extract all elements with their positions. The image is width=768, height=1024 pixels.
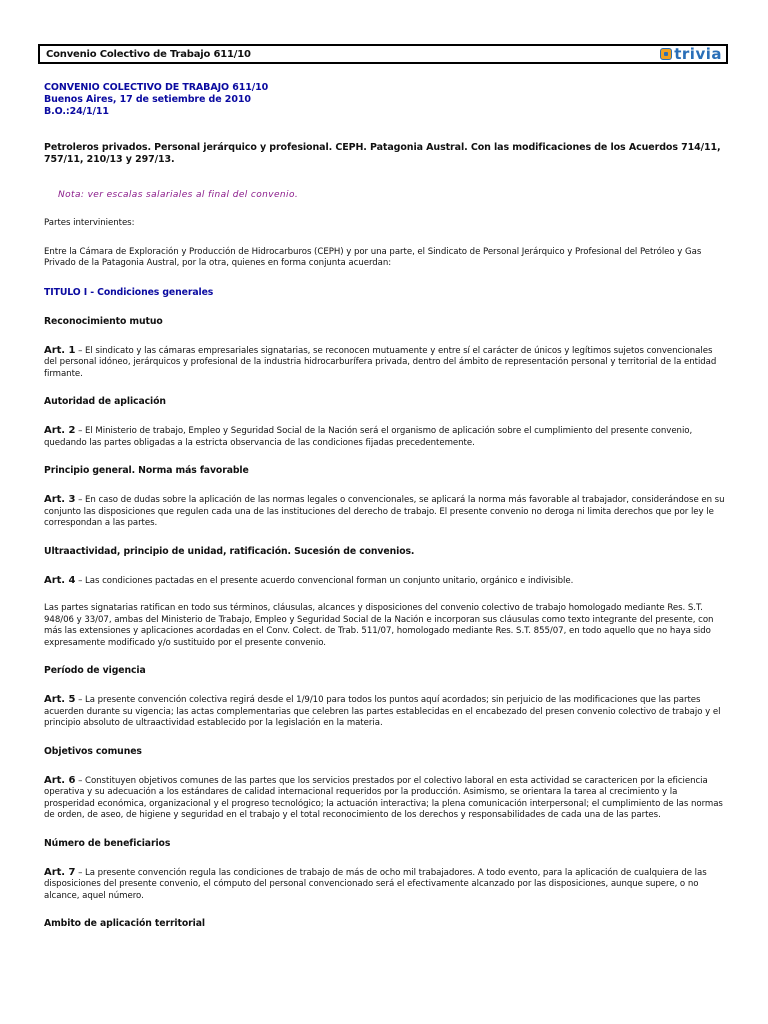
article-number: Art. 7 [44, 866, 76, 878]
trivia-logo-icon [660, 48, 672, 60]
section-heading: Objetivos comunes [44, 745, 142, 757]
article-number: Art. 3 [44, 494, 76, 505]
section-heading: Ambito de aplicación territorial [44, 918, 205, 929]
document-heading-block [44, 82, 728, 118]
article-4 [44, 575, 728, 588]
article-2 [44, 425, 728, 449]
document-heading: CONVENIO COLECTIVO DE TRABAJO 611/10 [44, 82, 269, 93]
article-text: – El Ministerio de trabajo, Empleo y Seguridad Social de la Nación será el organismo de aplicación sobre el cumplimiento del presente convenio, quedando las partes obligadas a la estricta observancia de las condiciones fijadas precedentemente. [44, 426, 693, 448]
section-heading: Reconocimiento mutuo [44, 315, 163, 327]
article-3 [44, 494, 728, 530]
salary-note: Nota: ver escalas salariales al final del convenio. [58, 190, 299, 200]
section-heading: Principio general. Norma más favorable [44, 465, 249, 476]
article-1 [44, 345, 728, 381]
titulo-heading: TITULO I - Condiciones generales [44, 286, 214, 298]
document-place-date: Buenos Aires, 17 de setiembre de 2010 [44, 94, 251, 105]
document-bo: B.O.:24/1/11 [44, 106, 109, 117]
article-number: Art. 2 [44, 425, 76, 436]
article-number: Art. 1 [44, 344, 76, 356]
article-text: – Las condiciones pactadas en el presente acuerdo convencional forman un conjunto unitario, orgánico e indivisible. [75, 575, 574, 586]
partes-label: Partes intervinientes: [44, 218, 135, 228]
article-text: – La presente convención regula las condiciones de trabajo de más de ocho mil trabajadores. A todo evento, para la aplicación de cualquiera de las disposiciones del presente convenio, el cómputo del personal convencionado será el efectivamente alcanzado por las disposiciones, aunque supere, o no alcance, aquel número. [44, 867, 707, 901]
article-text: – El sindicato y las cámaras empresariales signatarias, se reconocen mutuamente y entre sí el carácter de únicos y legítimos sujetos convencionales del personal idóneo, jerárquicos y profesional de la industria hidrocarburífera privada, dentro del ámbito de representación personal y territorial de la entidad firmante. [44, 345, 717, 379]
document-body [44, 82, 728, 930]
article-number: Art. 6 [44, 774, 76, 786]
section-heading: Autoridad de aplicación [44, 396, 166, 407]
document-summary: Petroleros privados. Personal jerárquico y profesional. CEPH. Patagonia Austral. Con las modificaciones de los Acuerdos 714/11, 757/11, 210/13 y 297/13. [44, 142, 721, 165]
article-4-extra: Las partes signatarias ratifican en todo sus términos, cláusulas, alcances y disposiciones del convenio colectivo de trabajo homologado mediante Res. S.T. 948/06 y 33/07, ambas del Ministerio de Trabajo, Empleo y Seguridad Social de la Nación e incorporan sus cláusulas como texto integrante del presente, con más las extensiones y aplicaciones acordadas en el Conv. Colect. de Trab. 511/07, homologado mediante Res. S.T. 855/07, en todo aquello que no haya sido expresamente modificado y/o sustituido por el presente convenio. [44, 603, 714, 648]
document-header-bar [38, 44, 728, 64]
partes-text: Entre la Cámara de Exploración y Producción de Hidrocarburos (CEPH) y por una parte, el Sindicato de Personal Jerárquico y Profesional del Petróleo y Gas Privado de la Patagonia Austral, por la otra, quienes en forma conjunta acuerdan: [44, 246, 702, 268]
article-text: – La presente convención colectiva regirá desde el 1/9/10 para todos los puntos aquí acordados; sin perjuicio de las modificaciones que las partes acuerden durante su vigencia; las actas complementarias que celebren las partes establecidas en el encabezado del presen convenio colectivo de trabajo y el principio absoluto de ultraactividad establecido por la legislación en la materia. [44, 695, 721, 728]
header-title: Convenio Colectivo de Trabajo 611/10 [46, 48, 251, 60]
section-heading: Número de beneficiarios [44, 837, 171, 849]
section-heading: Período de vigencia [44, 665, 146, 676]
article-text: – Constituyen objetivos comunes de las partes que los servicios prestados por el colectivo laboral en esta actividad se caractericen por la eficiencia operativa y su adecuación a los estándares de calidad internacional requeridos por la producción. Asimismo, se orientara la tarea al crecimiento y la prosperidad económica, organizacional y el progreso tecnológico; la actuación interactiva; la plena comunicación interpersonal; el cumplimiento de las normas de orden, de aseo, de higiene y seguridad en el trabajo y el total reconocimiento de los derechos y responsabilidades de cada una de las partes. [44, 775, 723, 820]
article-number: Art. 5 [44, 694, 76, 705]
trivia-logo-text: trivia [674, 44, 722, 63]
article-5 [44, 694, 728, 730]
article-7 [44, 867, 728, 903]
article-6 [44, 775, 728, 822]
article-text: – En caso de dudas sobre la aplicación de las normas legales o convencionales, se aplicará la norma más favorable al trabajador, considerándose en su conjunto las disposiciones que regulen cada una de las instituciones del derecho de trabajo. El presente convenio no deroga ni limita derechos que por ley le correspondan a las partes. [44, 495, 725, 528]
article-number: Art. 4 [44, 574, 76, 586]
section-heading: Ultraactividad, principio de unidad, ratificación. Sucesión de convenios. [44, 545, 415, 557]
trivia-logo[interactable] [660, 44, 722, 63]
